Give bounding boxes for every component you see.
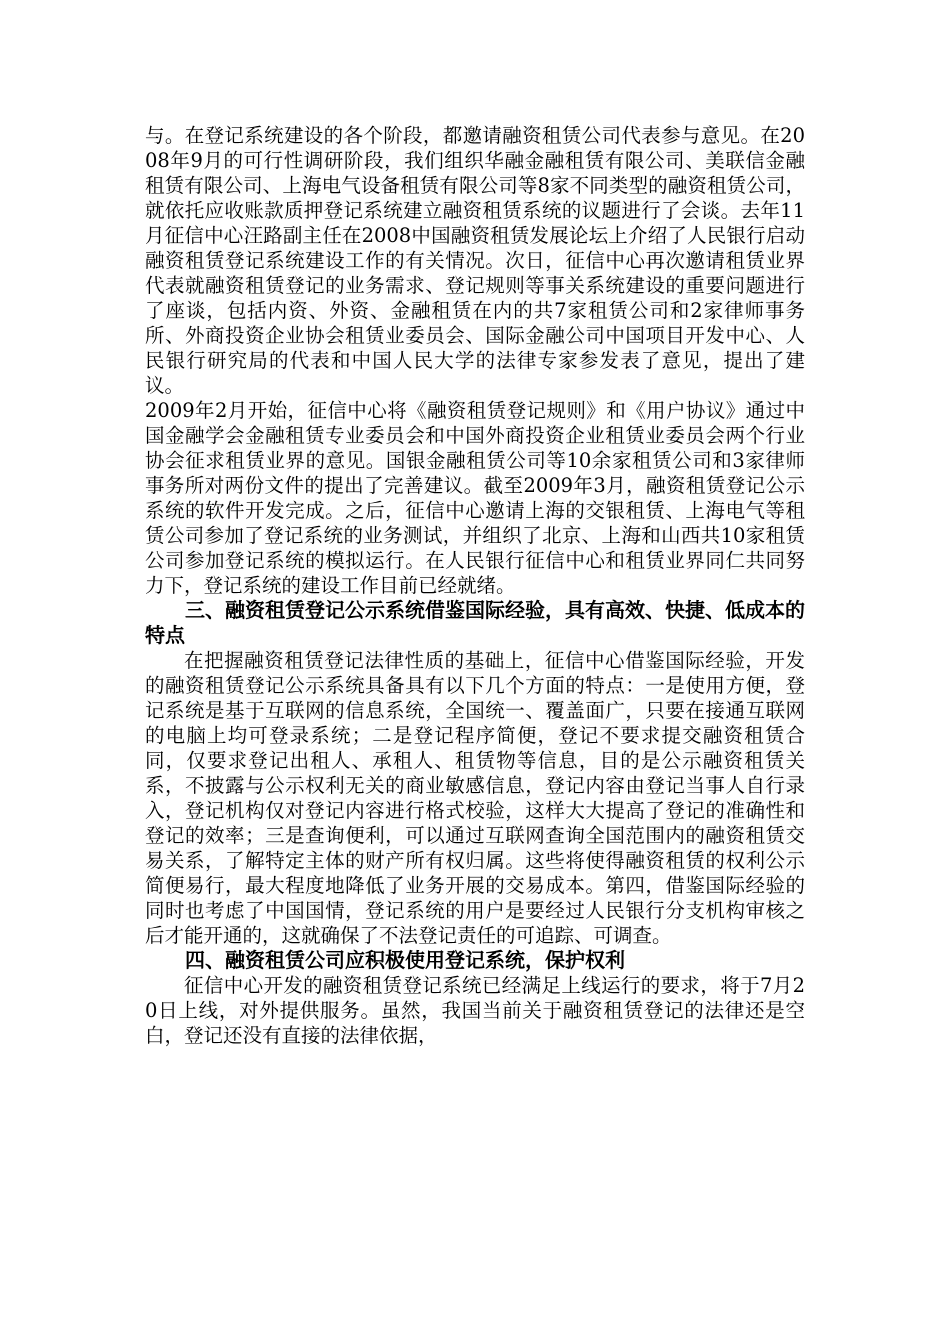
section-3-heading: 三、融资租赁登记公示系统借鉴国际经验，具有高效、快捷、低成本的特点 xyxy=(145,598,805,647)
paragraph-participation: 与。在登记系统建设的各个阶段，都邀请融资租赁公司代表参与意见。在2008年9月的可行性调研阶段，我们组织华融金融租赁有限公司、美联信金融租赁有限公司、上海电气设备租赁有限公司等8家不同类型的融资租赁公司，就依托应收账款质押登记系统建立融资租赁系统的议题进行了会谈。去年11月征信中心汪路副主任在2008中国融资租赁发展论坛上介绍了人民银行启动融资租赁登记系统建设工作的有关情况。次日，征信中心再次邀请租赁业界代表就融资租赁登记的业务需求、登记规则等事关系统建设的重要问题进行了座谈，包括内资、外资、金融租赁在内的共7家租赁公司和2家律师事务所、外商投资企业协会租赁业委员会、国际金融公司中国项目开发中心、人民银行研究局的代表和中国人民大学的法律专家参发表了意见，提出了建议。 xyxy=(145,124,805,397)
paragraph-2009-consultation: 2009年2月开始，征信中心将《融资租赁登记规则》和《用户协议》通过中国金融学会金融租赁专业委员会和中国外商投资企业租赁业委员会两个行业协会征求租赁业界的意见。国银金融租赁公司等10余家租赁公司和3家律师事务所对两份文件的提出了完善建议。截至2009年3月，融资租赁登记公示系统的软件开发完成。之后，征信中心邀请上海的交银租赁、上海电气等租赁公司参加了登记系统的业务测试，并组织了北京、上海和山西共10家租赁公司参加登记系统的模拟运行。在人民银行征信中心和租赁业界同仁共同努力下，登记系统的建设工作目前已经就绪。 xyxy=(145,399,805,597)
section-3-body: 在把握融资租赁登记法律性质的基础上，征信中心借鉴国际经验，开发的融资租赁登记公示系统具备具有以下几个方面的特点：一是使用方便，登记系统是基于互联网的信息系统，全国统一、覆盖面广，只要在接通互联网的电脑上均可登录系统；二是登记程序简便，登记不要求提交融资租赁合同，仅要求登记出租人、承租人、租赁物等信息，目的是公示融资租赁关系，不披露与公示权利无关的商业敏感信息，登记内容由登记当事人自行录入，登记机构仅对登记内容进行格式校验，这样大大提高了登记的准确性和登记的效率；三是查询便利，可以通过互联网查询全国范围内的融资租赁交易关系，了解特定主体的财产所有权归属。这些将使得融资租赁的权利公示简便易行，最大程度地降低了业务开展的交易成本。第四，借鉴国际经验的同时也考虑了中国国情，登记系统的用户是要经过人民银行分支机构审核之后才能开通的，这就确保了不法登记责任的可追踪、可调查。 xyxy=(145,649,805,947)
section-4-heading: 四、融资租赁公司应积极使用登记系统，保护权利 xyxy=(185,948,625,972)
document-page xyxy=(145,123,805,1048)
section-4-body: 征信中心开发的融资租赁登记系统已经满足上线运行的要求，将于7月20日上线，对外提供服务。虽然，我国当前关于融资租赁登记的法律还是空白，登记还没有直接的法律依据， xyxy=(145,974,805,1047)
